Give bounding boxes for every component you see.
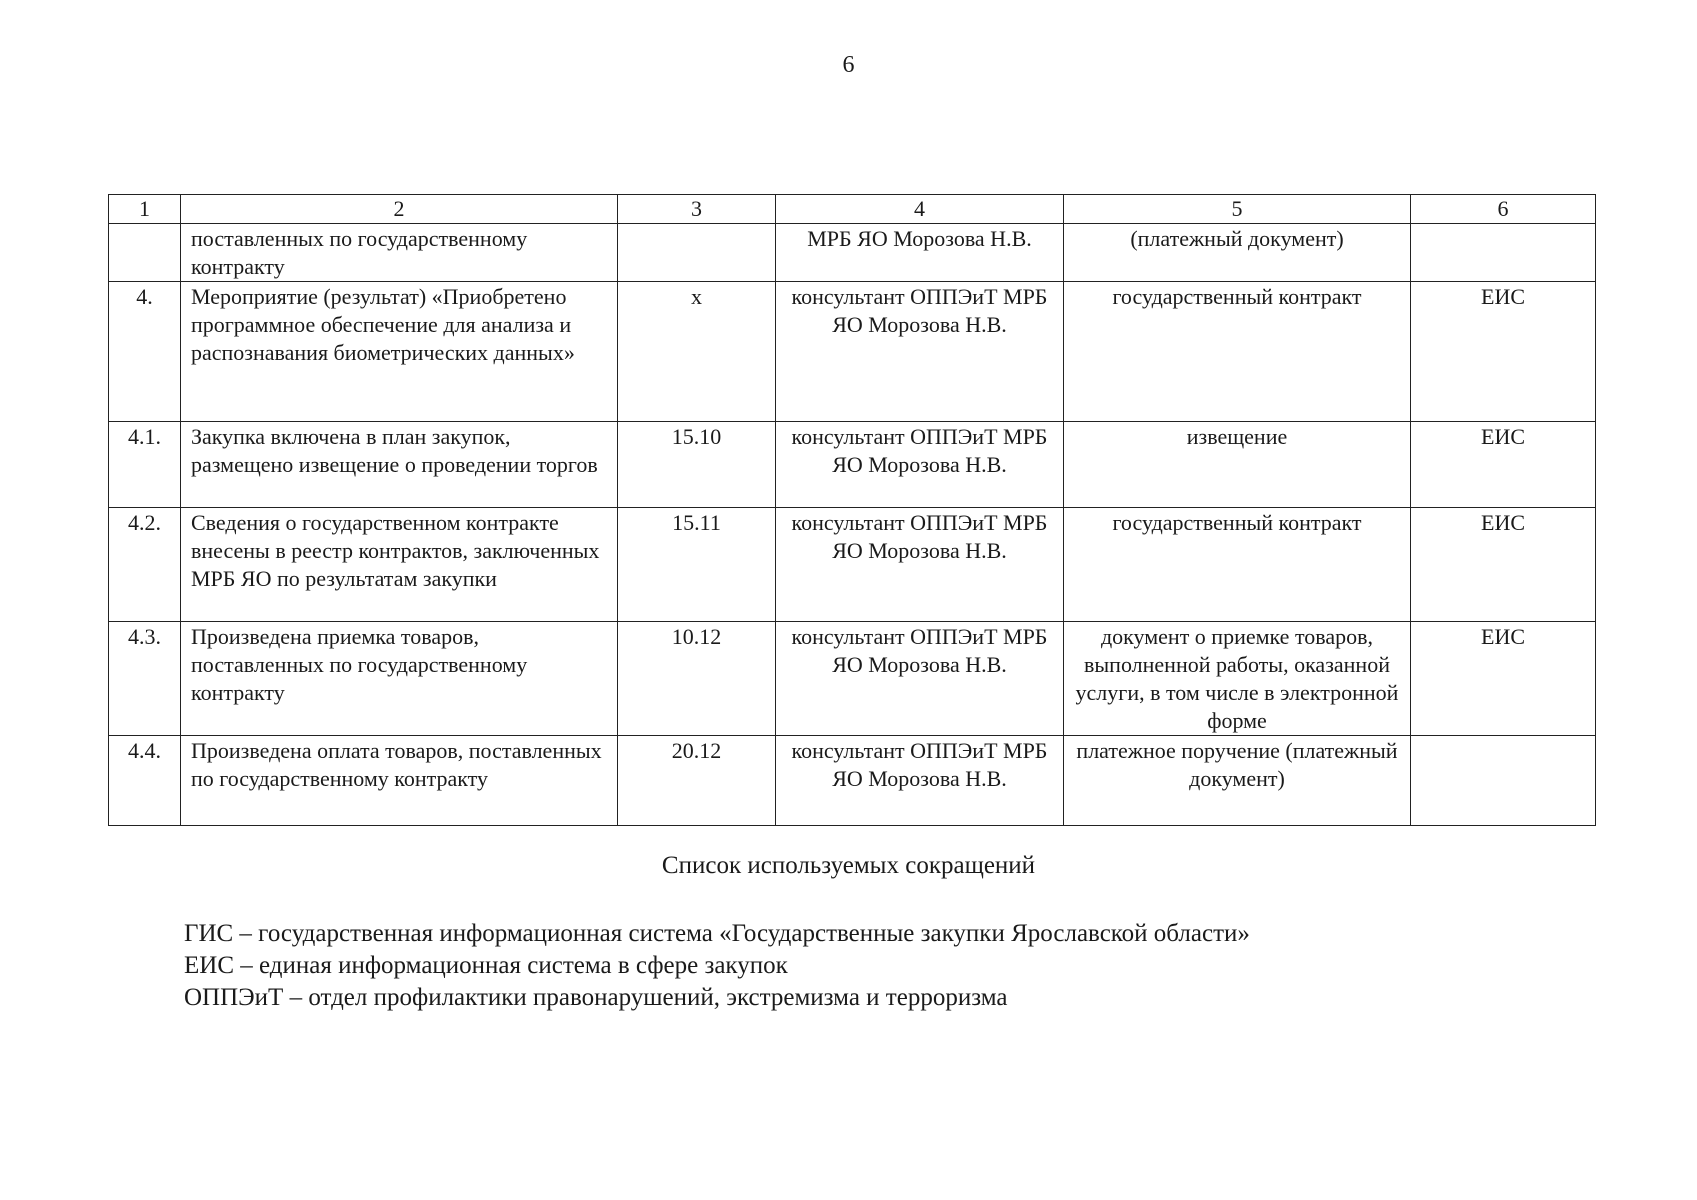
abbreviation-item: ЕИС – единая информационная система в сфере закупок (184, 952, 788, 979)
deadline: 15.10 (618, 422, 776, 508)
responsible-person: консультант ОППЭиТ МРБ ЯО Морозова Н.В. (776, 422, 1064, 508)
column-header: 1 (109, 195, 181, 224)
table-row (109, 282, 1596, 422)
confirming-document: (платежный документ) (1064, 224, 1411, 282)
confirming-document: документ о приемке товаров, выполненной работы, оказанной услуги, в том числе в электронной форме (1064, 622, 1411, 736)
responsible-person: консультант ОППЭиТ МРБ ЯО Морозова Н.В. (776, 508, 1064, 622)
responsible-person: консультант ОППЭиТ МРБ ЯО Морозова Н.В. (776, 736, 1064, 826)
row-number: 4.4. (109, 736, 181, 826)
row-number: 4.1. (109, 422, 181, 508)
responsible-person: консультант ОППЭиТ МРБ ЯО Морозова Н.В. (776, 622, 1064, 736)
confirming-document: платежное поручение (платежный документ) (1064, 736, 1411, 826)
confirming-document: государственный контракт (1064, 282, 1411, 422)
schedule-table (108, 194, 1596, 826)
responsible-person: консультант ОППЭиТ МРБ ЯО Морозова Н.В. (776, 282, 1064, 422)
deadline: х (618, 282, 776, 422)
info-system: ЕИС (1411, 508, 1596, 622)
table-header-row (109, 195, 1596, 224)
info-system (1411, 736, 1596, 826)
table-row (109, 422, 1596, 508)
event-description: Произведена оплата товаров, поставленных по государственному контракту (181, 736, 618, 826)
event-description: поставленных по государственному контракту (181, 224, 618, 282)
event-description: Сведения о государственном контракте внесены в реестр контрактов, заключенных МРБ ЯО по результатам закупки (181, 508, 618, 622)
deadline: 20.12 (618, 736, 776, 826)
confirming-document: государственный контракт (1064, 508, 1411, 622)
table-row (109, 508, 1596, 622)
column-header: 6 (1411, 195, 1596, 224)
deadline (618, 224, 776, 282)
row-number (109, 224, 181, 282)
column-header: 5 (1064, 195, 1411, 224)
table-row (109, 622, 1596, 736)
event-description: Закупка включена в план закупок, размещено извещение о проведении торгов (181, 422, 618, 508)
event-description: Мероприятие (результат) «Приобретено программное обеспечение для анализа и распознавания биометрических данных» (181, 282, 618, 422)
row-number: 4.2. (109, 508, 181, 622)
column-header: 4 (776, 195, 1064, 224)
deadline: 10.12 (618, 622, 776, 736)
confirming-document: извещение (1064, 422, 1411, 508)
row-number: 4.3. (109, 622, 181, 736)
abbreviations-list (184, 918, 1250, 1014)
table-row (109, 224, 1596, 282)
row-number: 4. (109, 282, 181, 422)
abbreviation-item: ГИС – государственная информационная система «Государственные закупки Ярославской области» (184, 920, 1250, 947)
table-row (109, 736, 1596, 826)
info-system: ЕИС (1411, 422, 1596, 508)
info-system: ЕИС (1411, 282, 1596, 422)
column-header: 2 (181, 195, 618, 224)
page-number: 6 (842, 52, 855, 78)
column-header: 3 (618, 195, 776, 224)
abbreviation-item: ОППЭиТ – отдел профилактики правонарушений, экстремизма и терроризма (184, 984, 1008, 1011)
abbreviations-title: Список используемых сокращений (661, 852, 1036, 879)
responsible-person: МРБ ЯО Морозова Н.В. (776, 224, 1064, 282)
info-system: ЕИС (1411, 622, 1596, 736)
info-system (1411, 224, 1596, 282)
deadline: 15.11 (618, 508, 776, 622)
event-description: Произведена приемка товаров, поставленных по государственному контракту (181, 622, 618, 736)
